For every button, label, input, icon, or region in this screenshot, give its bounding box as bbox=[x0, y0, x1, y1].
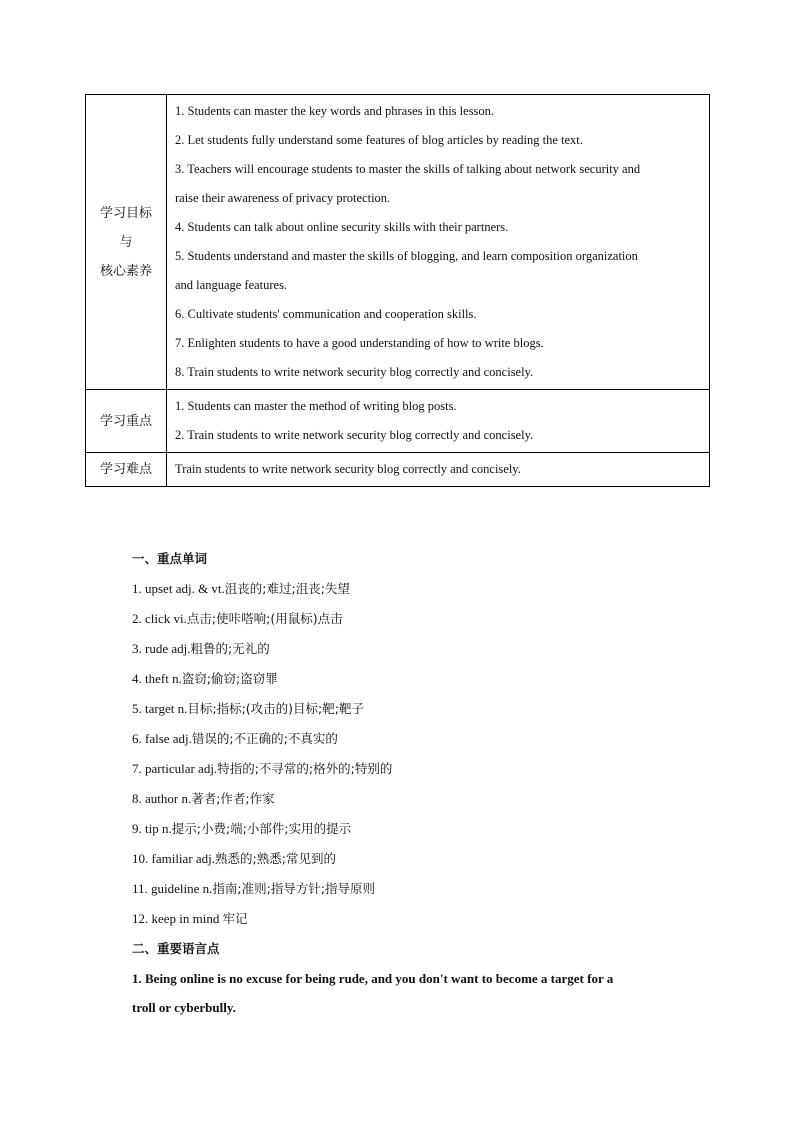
vocab-item bbox=[132, 874, 692, 904]
vocab-word: 7. particular adj. bbox=[132, 761, 218, 776]
vocab-meaning: 粗鲁的;无礼的 bbox=[190, 641, 270, 656]
vocab-word: 1. upset adj. & vt. bbox=[132, 581, 225, 596]
learning-objectives-table bbox=[85, 94, 710, 487]
vocab-item bbox=[132, 574, 692, 604]
vocabulary-heading: 一、重点单词 bbox=[132, 551, 208, 566]
vocab-item bbox=[132, 694, 692, 724]
key-point-line: 1. Students can master the method of writing blog posts. bbox=[175, 399, 457, 413]
vocab-item bbox=[132, 754, 692, 784]
vocab-word: 8. author n. bbox=[132, 791, 192, 806]
key-point-line: 2. Train students to write network security blog correctly and concisely. bbox=[175, 428, 534, 442]
vocab-meaning: 盗窃;偷窃;盗窃罪 bbox=[181, 671, 278, 686]
vocab-meaning: 熟悉的;熟悉;常见到的 bbox=[215, 851, 336, 866]
vocab-item bbox=[132, 604, 692, 634]
goal-line: raise their awareness of privacy protection. bbox=[175, 191, 391, 205]
vocab-word: 9. tip n. bbox=[132, 821, 172, 836]
goals-label-cell bbox=[86, 95, 167, 390]
vocab-meaning: 特指的;不寻常的;格外的;特别的 bbox=[217, 761, 393, 776]
difficulty-row bbox=[86, 453, 710, 487]
goals-label-line: 与 bbox=[119, 234, 133, 250]
vocab-item bbox=[132, 664, 692, 694]
vocab-meaning: 错误的;不正确的;不真实的 bbox=[191, 731, 338, 746]
vocab-word: 11. guideline n. bbox=[132, 881, 213, 896]
vocab-item bbox=[132, 904, 692, 934]
language-point-sentence-continued: troll or cyberbully. bbox=[132, 1000, 236, 1015]
goal-line: 1. Students can master the key words and phrases in this lesson. bbox=[175, 104, 495, 118]
difficulty-label: 学习难点 bbox=[86, 453, 167, 487]
language-points-heading: 二、重要语言点 bbox=[132, 941, 220, 956]
key-points-label: 学习重点 bbox=[86, 390, 167, 453]
vocab-meaning: 沮丧的;难过;沮丧;失望 bbox=[224, 581, 350, 596]
vocab-word: 2. click vi. bbox=[132, 611, 187, 626]
vocab-item bbox=[132, 844, 692, 874]
vocab-meaning: 牢记 bbox=[222, 911, 248, 926]
goals-label-line: 核心素养 bbox=[99, 263, 152, 279]
key-points-row bbox=[86, 390, 710, 453]
language-point-sentence: 1. Being online is no excuse for being rude, and you don't want to become a target for a bbox=[132, 971, 614, 986]
key-points-content-cell bbox=[167, 390, 710, 453]
difficulty-content-cell bbox=[167, 453, 710, 487]
goal-line: 2. Let students fully understand some features of blog articles by reading the text. bbox=[175, 133, 583, 147]
vocabulary-section bbox=[132, 544, 692, 1022]
vocab-item bbox=[132, 784, 692, 814]
vocab-meaning: 著者;作者;作家 bbox=[191, 791, 275, 806]
vocab-word: 12. keep in mind bbox=[132, 911, 223, 926]
goals-label-line: 学习目标 bbox=[99, 205, 152, 221]
goals-row bbox=[86, 95, 710, 390]
vocab-word: 4. theft n. bbox=[132, 671, 182, 686]
vocab-word: 10. familiar adj. bbox=[132, 851, 216, 866]
goal-line: 6. Cultivate students' communication and cooperation skills. bbox=[175, 307, 477, 321]
vocab-meaning: 点击;使咔嗒响;(用鼠标)点击 bbox=[186, 611, 343, 626]
vocab-meaning: 目标;指标;(攻击的)目标;靶;靶子 bbox=[187, 701, 364, 716]
goal-line: 3. Teachers will encourage students to master the skills of talking about network security and bbox=[175, 162, 641, 176]
goals-content-cell bbox=[167, 95, 710, 390]
difficulty-line: Train students to write network security blog correctly and concisely. bbox=[175, 462, 521, 476]
vocab-word: 6. false adj. bbox=[132, 731, 192, 746]
goal-line: 7. Enlighten students to have a good understanding of how to write blogs. bbox=[175, 336, 544, 350]
vocab-item bbox=[132, 814, 692, 844]
goal-line: and language features. bbox=[175, 278, 288, 292]
vocab-word: 3. rude adj. bbox=[132, 641, 191, 656]
vocab-word: 5. target n. bbox=[132, 701, 188, 716]
vocab-meaning: 提示;小费;端;小部件;实用的提示 bbox=[171, 821, 352, 836]
vocab-item bbox=[132, 724, 692, 754]
vocab-item bbox=[132, 634, 692, 664]
vocab-meaning: 指南;准则;指导方针;指导原则 bbox=[212, 881, 376, 896]
goal-line: 5. Students understand and master the skills of blogging, and learn composition organization bbox=[175, 249, 638, 263]
goal-line: 8. Train students to write network security blog correctly and concisely. bbox=[175, 365, 534, 379]
goal-line: 4. Students can talk about online security skills with their partners. bbox=[175, 220, 509, 234]
